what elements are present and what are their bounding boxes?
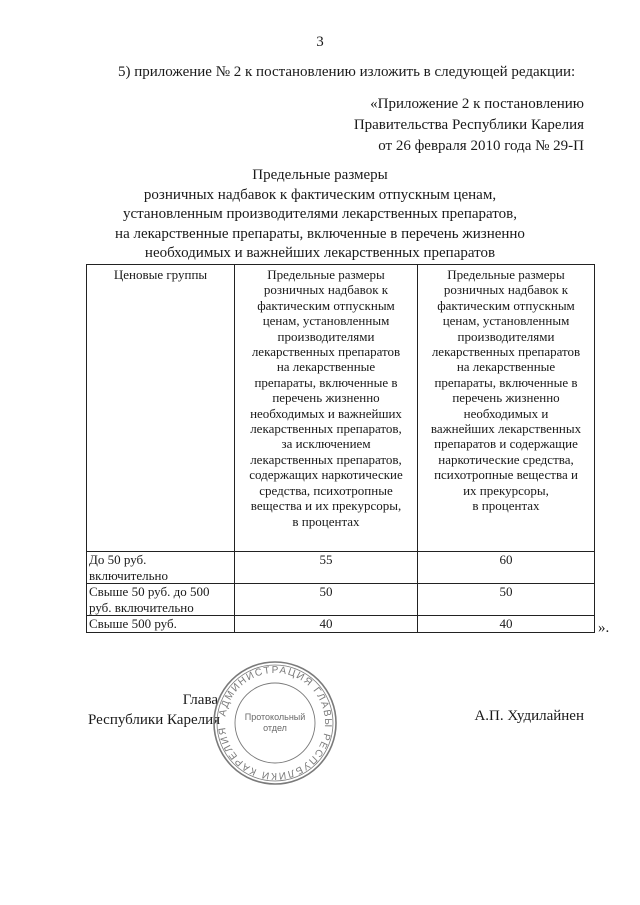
cell-text-line: лекарственных препаратов, xyxy=(250,451,402,467)
cell-text-line: средства, психотропные xyxy=(259,482,393,498)
position-line: Республики Карелия xyxy=(88,712,221,728)
cell-text-line: производителями xyxy=(277,328,375,344)
price-group-cell xyxy=(87,616,235,633)
appendix-ref-line: от 26 февраля 2010 года № 29-П xyxy=(378,138,584,154)
seal-center-line: Протокольный xyxy=(244,712,306,722)
cell-text-line: препараты, включенные в xyxy=(434,374,578,390)
cell-text-line: До 50 руб. xyxy=(89,552,147,567)
seal-center-text xyxy=(234,712,316,734)
table-row xyxy=(87,584,595,616)
cell-text-line: Ценовые группы xyxy=(113,267,208,282)
markup-value-cell: 50 xyxy=(235,584,418,616)
cell-text-line: лекарственных препаратов xyxy=(251,344,401,360)
cell-text-line: Свыше 50 руб. до 500 xyxy=(89,584,210,599)
document-title xyxy=(0,166,640,264)
price-group-cell xyxy=(87,584,235,616)
cell-text-line: лекарственных препаратов, xyxy=(250,421,402,437)
header-markup-including xyxy=(418,265,595,552)
cell-text-line: фактическим отпускным xyxy=(257,297,395,313)
markup-value-cell: 40 xyxy=(418,616,595,633)
seal-center-line: отдел xyxy=(263,723,287,733)
cell-text-line: препараты, включенные в xyxy=(254,374,398,390)
signatory-position xyxy=(88,690,221,730)
official-seal xyxy=(210,658,340,788)
appendix-ref-line: «Приложение 2 к постановлению xyxy=(370,96,584,112)
table-row xyxy=(87,616,595,633)
cell-text-line: Предельные размеры xyxy=(267,267,385,282)
cell-text-line: важнейших лекарственных xyxy=(430,421,582,437)
cell-text-line: в процентах xyxy=(292,513,360,529)
cell-text-line: производителями xyxy=(457,328,555,344)
position-line: Глава xyxy=(182,692,218,708)
cell-text-line: розничных надбавок к xyxy=(443,282,569,298)
title-line: необходимых и важнейших лекарственных препаратов xyxy=(144,245,496,261)
seal-ring-text: АДМИНИСТРАЦИЯ ГЛАВЫ РЕСПУБЛИКИ КАРЕЛИЯ xyxy=(216,664,334,782)
cell-text-line: перечень жизненно xyxy=(452,390,560,406)
title-line: Предельные размеры xyxy=(252,167,388,183)
amendment-intro: 5) приложение № 2 к постановлению изложить в следующей редакции: xyxy=(118,64,576,80)
title-line: розничных надбавок к фактическим отпускным ценам, xyxy=(143,186,497,203)
cell-text-line: Свыше 500 руб. xyxy=(89,616,177,631)
title-line: установленным производителями лекарственных препаратов, xyxy=(123,206,517,222)
cell-text-line: вещества и их прекурсоры, xyxy=(250,498,402,514)
cell-text-line: перечень жизненно xyxy=(272,390,380,406)
cell-text-line: в процентах xyxy=(472,498,540,514)
markup-table xyxy=(86,264,595,633)
cell-text-line: на лекарственные xyxy=(456,359,556,375)
appendix-ref-line: Правительства Республики Карелия xyxy=(353,117,584,133)
cell-text-line: руб. включительно xyxy=(89,599,194,615)
title-line: на лекарственные препараты, включенные в перечень жизненно xyxy=(115,225,525,242)
cell-text-line: содержащих наркотические xyxy=(249,467,403,483)
price-group-cell xyxy=(87,552,235,584)
cell-text-line: за исключением xyxy=(281,436,371,452)
markup-value-cell: 55 xyxy=(235,552,418,584)
page-number: 3 xyxy=(316,34,324,50)
table-row xyxy=(87,552,595,584)
cell-text-line: необходимых и xyxy=(463,405,549,421)
cell-text-line: Предельные размеры xyxy=(447,267,565,282)
cell-text-line: препаратов и содержащие xyxy=(434,436,578,452)
closing-quote: ». xyxy=(598,620,610,636)
signatory-name: А.П. Худилайнен xyxy=(474,708,584,724)
markup-value-cell: 40 xyxy=(235,616,418,633)
cell-text-line: необходимых и важнейших xyxy=(250,405,402,421)
cell-text-line: наркотические средства, xyxy=(438,451,574,467)
cell-text-line: их прекурсоры, xyxy=(463,482,549,498)
cell-text-line: на лекарственные xyxy=(276,359,376,375)
header-price-groups xyxy=(87,265,235,552)
cell-text-line: фактическим отпускным xyxy=(437,297,575,313)
markup-value-cell: 50 xyxy=(418,584,595,616)
cell-text-line: психотропные вещества и xyxy=(434,467,578,483)
cell-text-line: ценам, установленным xyxy=(442,313,570,329)
header-markup-excluding xyxy=(235,265,418,552)
markup-value-cell: 60 xyxy=(418,552,595,584)
cell-text-line: лекарственных препаратов xyxy=(431,344,581,360)
appendix-reference xyxy=(354,94,584,157)
cell-text-line: включительно xyxy=(89,567,168,583)
cell-text-line: ценам, установленным xyxy=(262,313,390,329)
cell-text-line: розничных надбавок к xyxy=(263,282,389,298)
